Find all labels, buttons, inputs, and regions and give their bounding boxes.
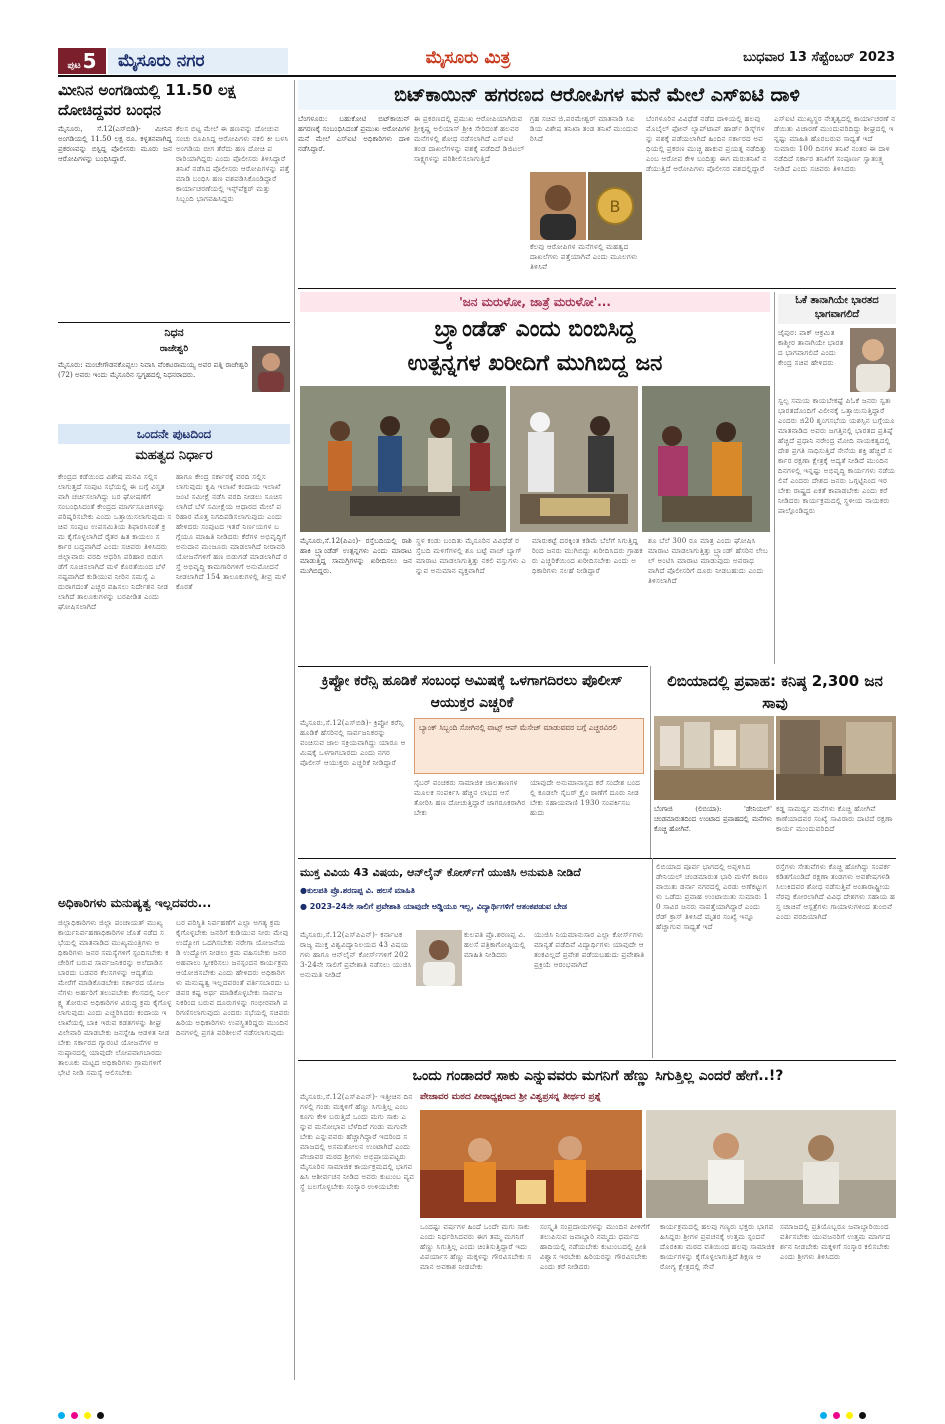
masthead-rule [58,75,896,77]
divider [298,1060,896,1061]
decision-body-col2: ಹಾಗೂ ಕೇಂದ್ರ ಸರ್ಕಾರಕ್ಕೆ ವರದಿ ಸಲ್ಲಿಸಲಾಗುವುದು ಕೃಷಿ ಇಲಾಖೆ ಕಂದಾಯ ಇಲಾಖೆ ಜಂಟಿ ಸಮೀಕ್ಷೆ ನಡೆಸಿ ವರದಿ ನೀಡಲು ಸೂಚಿಸಲಾಗಿದೆ ಬೆಳೆ ಸಮೀಕ್ಷೆಯ ಆಧಾರದ ಮೇಲೆ ಪರಿಹಾರ ಮೊತ್ತ ನಿಗದಿಪಡಿಸಲಾಗುವುದು ಎಂದು ಹೇಳಿದರು ಸಂಪುಟದ ಇತರೆ ನಿರ್ಣಯಗಳ ಬಗ್ಗೆಯೂ ಮಾಹಿತಿ ನೀಡಿದರು ಕೆರೆಗಳ ಅಭಿವೃದ್ಧಿಗೆ ಅನುದಾನ ಮಂಜೂರು ಮಾಡಲಾಗಿದೆ ನೀರಾವರಿ ಯೋಜನೆಗಳಿಗೆ ಹಣ ಬಿಡುಗಡೆ ಮಾಡಲಾಗಿದೆ ರಸ್ತೆ ಅಭಿವೃದ್ಧಿ ಕಾಮಗಾರಿಗಳಿಗೆ ಅನುಮೋದನೆ ನೀಡಲಾಗಿದೆ 154 ತಾಲೂಕುಗಳಲ್ಲಿ ತೀವ್ರ ಮಳೆ ಕೊರತೆ [176,472,288,591]
page-number: 5 [82,49,97,73]
decision-body-col1: ಕೇಂದ್ರದ ಕಡೆಯಿಂದ ವಿಶೇಷ ಮನವಿ ಸಲ್ಲಿಸಲಾಗುತ್ತದೆ ಸಂಪುಟ ಸಭೆಯಲ್ಲಿ ಈ ಬಗ್ಗೆ ವಿಸ್ತೃತವಾಗಿ ಚರ್ಚಿಸಲಾಗಿದ್ದು ಬರ ಘೋಷಣೆಗೆ ಸಂಬಂಧಿಸಿದಂತೆ ಕೇಂದ್ರದ ಮಾರ್ಗಸೂಚಿಗಳನ್ನು ಪರಿಷ್ಕರಿಸಬೇಕು ಎಂದು ಒತ್ತಾಯಿಸಲಾಗುವುದು ಸಚಿವ ಸಂಪುಟ ಉಪಸಮಿತಿಯ ಶಿಫಾರಸಿನಂತೆ ಕ್ರಮ ಕೈಗೊಳ್ಳಲಾಗಿದೆ ರೈತರ ಹಿತ ಕಾಯಲು ಸರ್ಕಾರ ಬದ್ಧವಾಗಿದೆ ಎಂದು ಸಚಿವರು ತಿಳಿಸಿದರು ಜಿಲ್ಲಾವಾರು ವರದಿ ಆಧರಿಸಿ ಪರಿಹಾರ ಬಿಡುಗಡೆಗೆ ಸೂಚಿಸಲಾಗಿದೆ ಮಳೆ ಕೊರತೆಯಿಂದ ಬೆಳೆ ನಷ್ಟವಾಗಿದೆ ಕುಡಿಯುವ ನೀರಿನ ಸಮಸ್ಯೆ ಎದುರಾಗದಂತೆ ಎಚ್ಚರ ವಹಿಸಲು ನಿರ್ದೇಶನ ನೀಡಲಾಗಿದೆ ತಾಲೂಕುಗಳನ್ನು ಬರಪೀಡಿತ ಎಂದು ಘೋಷಿಸಲಾಗಿದೆ [58,472,172,611]
branded-kicker: 'ಜನ ಮರುಳೋ, ಜಾತ್ರೆ ಮರುಳೋ'... [300,292,770,312]
crypto-body-col3: ಯಾವುದೇ ಅನುಮಾನಾಸ್ಪದ ಕರೆ ಸಂದೇಶ ಬಂದಲ್ಲಿ ಕೂಡಲೇ ಸೈಬರ್ ಕ್ರೈಂ ಠಾಣೆಗೆ ದೂರು ನೀಡಬೇಕು ಸಹಾಯವಾಣಿ 1930 ಸಂಪರ್ಕಿಸಬಹುದು [530,778,641,817]
divider [298,666,648,667]
crowd-photo-3 [642,386,770,532]
dateline: ಬುಧವಾರ 13 ಸೆಪ್ಟೆಂಬರ್ 2023 [743,50,895,65]
libya-flood-photo-1 [654,716,774,800]
swamiji-body-col2: ಒಂದಷ್ಟು ವರ್ಷಗಳ ಹಿಂದೆ ಒಂದೇ ಮಗು ಸಾಕು ಎಂದು ನಿರ್ಧರಿಸಿದವರು ಈಗ ತಮ್ಮ ಮಗನಿಗೆ ಹೆಣ್ಣು ಸಿಗುತ್ತಿಲ್ಲ ಎಂದು ಚಿಂತಿಸುತ್ತಿದ್ದಾರೆ ಇದು ವಿಪರ್ಯಾಸ ಹೆಣ್ಣು ಮಕ್ಕಳನ್ನು ಗೌರವಿಸಬೇಕು ಸಮಾನ ಅವಕಾಶ ನೀಡಬೇಕು [420,1222,532,1271]
branded-body: ಮೈಸೂರು,ಸೆ.12(ಪಿಎಂ)- ರಸ್ತೆಬದಿಯಲ್ಲಿ ರಾಶಿ ಹಾಕಿ ಬ್ರ್ಯಾಂಡೆಡ್ ಉತ್ಪನ್ನಗಳು ಎಂದು ಮಾರಾಟ ಮಾಡುತ್ತಿದ್ದ ಸಾಮಗ್ರಿಗಳನ್ನು ಖರೀದಿಸಲು ಜನ ಮುಗಿಬಿದ್ದರು. [300,536,412,575]
register-dot [820,1412,827,1419]
branded-headline-line1: ಬ್ರ್ಯಾಂಡೆಡ್ ಎಂದು ಬಿಂಬಿಸಿದ್ದ [434,317,636,342]
obituary-heading: ನಿಧನ [164,326,184,339]
column-rule [774,292,775,664]
obituary-portrait [252,346,290,392]
newspaper-brand: ಮೈಸೂರು ಮಿತ್ರ [425,48,511,68]
divider [58,322,290,323]
bitcoin-body: ಬೆಂಗಳೂರು: ಬಹುಕೋಟಿ ಬಿಟ್‌ಕಾಯಿನ್ ಹಗರಣಕ್ಕೆ ಸಂಬಂಧಿಸಿದಂತೆ ಪ್ರಮುಖ ಆರೋಪಿಗಳ ಮನೆ ಮೇಲೆ ಎಸ್‌ಐಟಿ ಅಧಿಕಾರಿಗಳು ದಾಳಿ ನಡೆಸಿದ್ದಾರೆ. [298,114,410,153]
register-dot [846,1412,853,1419]
swamiji-body-col5: ಸಮಾಜದಲ್ಲಿ ಪ್ರತಿಯೊಬ್ಬರೂ ಜವಾಬ್ದಾರಿಯಿಂದ ವರ್ತಿಸಬೇಕು ಯುವಜನರಿಗೆ ಉತ್ತಮ ಮಾರ್ಗದರ್ಶನ ನೀಡಬೇಕು ಮಕ್ಕಳಿಗೆ ಸಂಸ್ಕಾರ ಕಲಿಸಬೇಕು ಎಂದು ಶ್ರೀಗಳು ತಿಳಿಸಿದರು [780,1222,891,1261]
officers-body-col2: ಬರ ಪರಿಸ್ಥಿತಿ ನಿರ್ವಹಣೆಗೆ ಎಲ್ಲಾ ಅಗತ್ಯ ಕ್ರಮ ಕೈಗೊಳ್ಳಬೇಕು ಜನರಿಗೆ ಕುಡಿಯುವ ನೀರು ಮೇವು ಉದ್ಯೋಗ ಒದಗಿಸಬೇಕು ನರೇಗಾ ಯೋಜನೆಯಡಿ ಉದ್ಯೋಗ ನೀಡಲು ಕ್ರಮ ವಹಿಸಬೇಕು ಜನರ ಅಹವಾಲು ಸ್ವೀಕರಿಸಲು ಜನಸ್ಪಂದನ ಕಾರ್ಯಕ್ರಮ ಆಯೋಜಿಸಬೇಕು ಎಂದು ಹೇಳಿದರು ಅಧಿಕಾರಿಗಳು ಮನುಷ್ಯತ್ವ ಇಲ್ಲದವರಂತೆ ವರ್ತಿಸಬಾರದು ಬಡವರ ಕಷ್ಟ ಅರ್ಥ ಮಾಡಿಕೊಳ್ಳಬೇಕು ಸಾರ್ವಜನಿಕರಿಂದ ಬರುವ ದೂರುಗಳನ್ನು ಗಂಭೀರವಾಗಿ ಪರಿಗಣಿಸಲಾಗುವುದು ಎಂದರು ಸಭೆಯಲ್ಲಿ ಸಚಿವರು ಹಿರಿಯ ಅಧಿಕಾರಿಗಳು ಉಪಸ್ಥಿತರಿದ್ದರು ಮುಂದಿನ ದಿನಗಳಲ್ಲಿ ಪ್ರಗತಿ ಪರಿಶೀಲನೆ ನಡೆಸಲಾಗುವುದು [176,918,290,1037]
register-dot [97,1412,104,1419]
divider [298,858,896,859]
register-marks-right [820,1404,940,1414]
column-rule [652,858,653,1058]
officers-body-col1: ಜಿಲ್ಲಾಧಿಕಾರಿಗಳು ಜಿಲ್ಲಾ ಪಂಚಾಯತ್ ಮುಖ್ಯ ಕಾರ್ಯನಿರ್ವಹಣಾಧಿಕಾರಿಗಳ ಜೊತೆ ನಡೆದ ಸಭೆಯಲ್ಲಿ ಮಾತನಾಡಿದ ಮುಖ್ಯಮಂತ್ರಿಗಳು ಅಧಿಕಾರಿಗಳು ಜನರ ಸಮಸ್ಯೆಗಳಿಗೆ ಸ್ಪಂದಿಸಬೇಕು ಕಚೇರಿಗೆ ಬರುವ ಸಾರ್ವಜನಿಕರನ್ನು ಅಲೆದಾಡಿಸಬಾರದು ಬಡವರ ಕೆಲಸಗಳನ್ನು ಆದ್ಯತೆಯ ಮೇರೆಗೆ ಮಾಡಿಕೊಡಬೇಕು ಸರ್ಕಾರದ ಯೋಜನೆಗಳು ಅರ್ಹರಿಗೆ ತಲುಪಬೇಕು ಕೆಲಸದಲ್ಲಿ ನಿರ್ಲಕ್ಷ್ಯ ತೋರುವ ಅಧಿಕಾರಿಗಳ ವಿರುದ್ಧ ಕ್ರಮ ಕೈಗೊಳ್ಳಲಾಗುವುದು ಎಂದು ಎಚ್ಚರಿಸಿದರು ಕಂದಾಯ ಇಲಾಖೆಯಲ್ಲಿ ಬಾಕಿ ಇರುವ ಕಡತಗಳನ್ನು ಶೀಘ್ರ ವಿಲೇವಾರಿ ಮಾಡಬೇಕು ಜನಸ್ನೇಹಿ ಆಡಳಿತ ನೀಡಬೇಕು ಸರ್ಕಾರದ ಗ್ಯಾರಂಟಿ ಯೋಜನೆಗಳ ಅನುಷ್ಠಾನದಲ್ಲಿ ಯಾವುದೇ ಲೋಪವಾಗಬಾರದು ತಾಲೂಕು ಮಟ್ಟದ ಅಧಿಕಾರಿಗಳು ಗ್ರಾಮಗಳಿಗೆ ಭೇಟಿ ನೀಡಿ ಸಮಸ್ಯೆ ಆಲಿಸಬೇಕು [58,918,172,1077]
ug-subhead-1: ●ಕುಲಪತಿ ಪ್ರೊ.ಶರಣಪ್ಪ ವಿ. ಹಲಸೆ ಮಾಹಿತಿ [300,886,415,895]
crypto-body-col2: ಸೈಬರ್ ವಂಚಕರು ಸಾಮಾಜಿಕ ಜಾಲತಾಣಗಳ ಮೂಲಕ ಸಂಪರ್ಕಿಸಿ ಹೆಚ್ಚಿನ ಲಾಭದ ಆಸೆ ತೋರಿಸಿ ಹಣ ದೋಚುತ್ತಿದ್ದಾರೆ ಜಾಗರೂಕರಾಗಿರಬೇಕು [414,778,526,817]
accused-photo [530,172,586,240]
register-dot [833,1412,840,1419]
first-page-band: ಒಂದನೇ ಪುಟದಿಂದ [58,424,290,444]
libya-headline: ಲಿಬಿಯಾದಲ್ಲಿ ಪ್ರವಾಹ: ಕನಿಷ್ಠ 2,300 ಜನ ಸಾವು [667,672,883,712]
ug-body-col3: ಯುಜಿಸಿ ನಿಯಮಾನುಸಾರ ಎಲ್ಲಾ ಕೋರ್ಸ್‌ಗಳು ಮಾನ್ಯತೆ ಪಡೆದಿವೆ ವಿದ್ಯಾರ್ಥಿಗಳು ಯಾವುದೇ ಆತಂಕವಿಲ್ಲದೆ ಪ್ರವೇಶ ಪಡೆಯಬಹುದು ಪ್ರವೇಶಾತಿ ಪ್ರಕ್ರಿಯೆ ಆರಂಭವಾಗಿದೆ [534,930,645,969]
ok-tanagiye-headline: ಓಕೆ ತಾನಾಗಿಯೇ ಭಾರತದ ಭಾಗವಾಗಲಿದೆ [778,294,896,324]
officers-headline: ಅಧಿಕಾರಿಗಳು ಮನುಷ್ಯತ್ವ ಇಲ್ಲದವರು... [58,896,212,910]
libya-body-top: ಕಡ್ಡ ಸಾಮರ್ಥ್ಯ ಮನೆಗಳು ಕೊಚ್ಚಿ ಹೋಗಿವೆ ಕಾಣೆಯಾದವರ ಸಂಖ್ಯೆ ಸಾವಿರಾರು ದಾಟಿದೆ ರಕ್ಷಣಾ ಕಾರ್ಯ ಮುಂದುವರಿದಿದೆ [776,804,893,833]
section-title: ಮೈಸೂರು ನಗರ [108,48,288,74]
branded-headline-line2: ಉತ್ಪನ್ನಗಳ ಖರೀದಿಗೆ ಮುಗಿಬಿದ್ದ ಜನ [407,351,663,376]
register-dot [58,1412,65,1419]
bitcoin-body-col3: ಗ್ರಹ ಸಚಿವ ಜಿ.ಪರಮೇಶ್ವರ್ ಮಾತನಾಡಿ ಸಿಐಡಿಯ ವಿಶೇಷ ತನಿಖಾ ತಂಡ ತನಿಖೆ ಮುಂದುವರಿಸಿದೆ [530,114,638,143]
liquor-shop-headline: ಮೀನಿನ ಅಂಗಡಿಯಲ್ಲಿ 11.50 ಲಕ್ಷ ದೋಚಿದ್ದವರ ಬಂಧನ [58,81,236,119]
swamiji-photo-2 [646,1110,896,1218]
ok-tanagiye-lede: ಜೈಪುರ: ಪಾಕ್ ಆಕ್ರಮಿತ ಕಾಶ್ಮೀರ ತಾನಾಗಿಯೇ ಭಾರತದ ಭಾಗವಾಗಲಿದೆ ಎಂದು ಕೇಂದ್ರ ಸಚಿವ ಹೇಳಿದರು [778,328,844,367]
branded-body-col3: ಮಾರುಕಟ್ಟೆ ದರಕ್ಕಿಂತ ಕಡಿಮೆ ಬೆಲೆಗೆ ಸಿಗುತ್ತಿದ್ದರಿಂದ ಜನರು ಮುಗಿಬಿದ್ದು ಖರೀದಿಸಿದರು ಗ್ರಾಹಕರು ಎಚ್ಚರಿಕೆಯಿಂದ ಖರೀದಿಸಬೇಕು ಎಂದು ಅಧಿಕಾರಿಗಳು ಸಲಹೆ ನೀಡಿದ್ದಾರೆ [532,536,643,575]
vc-portrait [416,930,462,986]
branded-body-col2: ಸ್ಥಳ ಕಂಡು ಬಂದಿತು ಮೈಸೂರಿನ ವಿವಿಧೆಡೆ ರಸ್ತೆಬದಿ ಮಳಿಗೆಗಳಲ್ಲಿ ಶೂ ಬಟ್ಟೆ ವಾಚ್ ಬ್ಯಾಗ್ ಮಾರಾಟ ಮಾಡಲಾಗುತ್ತಿತ್ತು ನಕಲಿ ವಸ್ತುಗಳು ಎನ್ನುವ ಅನುಮಾನ ವ್ಯಕ್ತವಾಗಿದೆ [416,536,527,575]
crowd-photo-2 [510,386,638,532]
page-number-badge [58,48,106,74]
register-dot [71,1412,78,1419]
crypto-warning-box [414,718,644,774]
swamiji-subheadline: ಪೇಜಾವರ ಮಠದ ಪೀಠಾಧ್ಯಕ್ಷರಾದ ಶ್ರೀ ವಿಶ್ವಪ್ರಸನ್ನ ತೀರ್ಥರ ಪ್ರಶ್ನೆ [420,1092,602,1102]
libya-flood-photo-2 [776,716,896,800]
ug-subhead-2: ● 2023-24ನೇ ಸಾಲಿಗೆ ಪ್ರವೇಶಾತಿ ಯಾವುದೇ ಅಡ್ಡಿಯೂ ಇಲ್ಲ, ವಿದ್ಯಾರ್ಥಿಗಳಿಗೆ ಆತಂಕಪಡುವ ಬೇಡ [300,902,567,911]
liquor-shop-body: ಮೈಸೂರು, ಸೆ.12(ಎಸ್‌ಬಿಡಿ)- ಮೀನಿನ ಅಂಗಡಿಯಲ್ಲಿ 11.50 ಲಕ್ಷ ರೂ. ಕಳ್ಳತನವಾಗಿದ್ದ ಪ್ರಕರಣವನ್ನು ಬಿಸ್ಟಿದ್ದ ಪೊಲೀಸರು ಮೂರು ಜನ ಆರೋಪಿಗಳನ್ನು ಬಂಧಿಸಿದ್ದಾರೆ. [58,124,172,163]
ok-tanagiye-body: ಸ್ವಲ್ಪ ಸಮಯ ಕಾಯಬೇಕಷ್ಟೆ ಪಿಓಕೆ ಜನರು ಸ್ವತಃ ಭಾರತದೊಂದಿಗೆ ವಿಲೀನಕ್ಕೆ ಒತ್ತಾಯಿಸುತ್ತಿದ್ದಾರೆ ಎಂದರು ಜಿ20 ಶೃಂಗಸಭೆಯ ಯಶಸ್ಸಿನ ಬಗ್ಗೆಯೂ ಮಾತನಾಡಿದ ಅವರು ಜಗತ್ತಿನಲ್ಲಿ ಭಾರತದ ಪ್ರತಿಷ್ಠೆ ಹೆಚ್ಚಿದೆ ಪ್ರಧಾನಿ ನರೇಂದ್ರ ಮೋದಿ ನಾಯಕತ್ವದಲ್ಲಿ ದೇಶ ಪ್ರಗತಿ ಸಾಧಿಸುತ್ತಿದೆ ಸೇನೆಯ ಶಕ್ತಿ ಹೆಚ್ಚಿದೆ ಸರ್ಕಾರ ರಕ್ಷಣಾ ಕ್ಷೇತ್ರಕ್ಕೆ ಆದ್ಯತೆ ನೀಡಿದೆ ಮುಂದಿನ ದಿನಗಳಲ್ಲಿ ಇನ್ನಷ್ಟು ಅಭಿವೃದ್ಧಿ ಕಾರ್ಯಗಳು ನಡೆಯಲಿವೆ ಎಂದರು ದೇಶದ ಜನರು ಒಗ್ಗಟ್ಟಿನಿಂದ ಇರಬೇಕು ರಾಷ್ಟ್ರದ ಏಕತೆ ಕಾಪಾಡಬೇಕು ಎಂದು ಕರೆ ನೀಡಿದರು ಕಾರ್ಯಕ್ರಮದಲ್ಲಿ ಸ್ಥಳೀಯ ನಾಯಕರು ಪಾಲ್ಗೊಂಡಿದ್ದರು [778,396,896,515]
libya-photo-caption: ಬೆಂಗಾಜಿ (ಲಿಬಿಯಾ): 'ಡೇನಿಯಲ್' ಚಂಡಮಾರುತದಿಂದ ಉಂಟಾದ ಪ್ರವಾಹದಲ್ಲಿ ಮನೆಗಳು ಕೊಚ್ಚಿ ಹೋಗಿವೆ. [654,805,772,833]
ug-headline: ಮುಕ್ತ ವಿವಿಯ 43 ವಿಷಯ, ಆನ್‌ಲೈನ್ ಕೋರ್ಸ್‌ಗೆ ಯುಜಿಸಿ ಅನುಮತಿ ನೀಡಿದೆ [300,866,581,879]
register-dot [84,1412,91,1419]
liquor-shop-body-cont: ಕೆಲಸ ಬಿಟ್ಟ ಮೇಲೆ ಈ ಹಣವನ್ನು ದೋಚುವ ಸಂಚು ರೂಪಿಸಿದ್ದ ಆರೋಪಿಗಳು ನಕಲಿ ಕೀ ಬಳಸಿ ಅಂಗಡಿಯ ಬೀಗ ತೆರೆದು ಹಣ ದೋಚಿ ಪರಾರಿಯಾಗಿದ್ದರು ಎಂದು ಪೊಲೀಸರು ತಿಳಿಸಿದ್ದಾರೆ ತನಿಖೆ ನಡೆಸಿದ ಪೊಲೀಸರು ಆರೋಪಿಗಳನ್ನು ಪತ್ತೆ ಮಾಡಿ ಬಂಧಿಸಿ ಹಣ ವಶಪಡಿಸಿಕೊಂಡಿದ್ದಾರೆ ಕಾರ್ಯಾಚರಣೆಯಲ್ಲಿ ಇನ್ಸ್‌ಪೆಕ್ಟರ್ ಮತ್ತು ಸಿಬ್ಬಂದಿ ಭಾಗವಹಿಸಿದ್ದರು [176,124,290,203]
libya-body-col1: ಲಿಬಿಯಾದ ಪೂರ್ವ ಭಾಗದಲ್ಲಿ ಅಪ್ಪಳಿಸಿದ ಡೇನಿಯಲ್ ಚಂಡಮಾರುತ ಭಾರಿ ಮಳೆಗೆ ಕಾರಣವಾಯಿತು ಡರ್ನಾ ನಗರದಲ್ಲಿ ಎರಡು ಅಣೆಕಟ್ಟುಗಳು ಒಡೆದು ಪ್ರವಾಹ ಉಂಟಾಯಿತು ಸುಮಾರು 10 ಸಾವಿರ ಜನರು ನಾಪತ್ತೆಯಾಗಿದ್ದಾರೆ ಎಂದು ರೆಡ್ ಕ್ರಾಸ್ ತಿಳಿಸಿದೆ ಮೃತರ ಸಂಖ್ಯೆ ಇನ್ನೂ ಹೆಚ್ಚಾಗುವ ಸಾಧ್ಯತೆ ಇದೆ [656,862,769,931]
bitcoin-body-col4: ಬೆಂಗಳೂರಿನ ವಿವಿಧೆಡೆ ನಡೆದ ದಾಳಿಯಲ್ಲಿ ಹಲವು ಮೊಬೈಲ್ ಫೋನ್ ಲ್ಯಾಪ್‌ಟಾಪ್ ಹಾರ್ಡ್ ಡಿಸ್ಕ್‌ಗಳನ್ನು ವಶಕ್ಕೆ ಪಡೆಯಲಾಗಿದೆ ಹಿಂದಿನ ಸರ್ಕಾರದ ಅವಧಿಯಲ್ಲಿ ಪ್ರಕರಣ ಮುಚ್ಚಿ ಹಾಕುವ ಪ್ರಯತ್ನ ನಡೆದಿತ್ತು ಎಂಬ ಆರೋಪ ಕೇಳಿ ಬಂದಿತ್ತು ಈಗ ಮರುತನಿಖೆ ನಡೆಯುತ್ತಿದೆ ಆರೋಪಿಗಳು ಪೊಲೀಸರ ವಶದಲ್ಲಿದ್ದಾರೆ [646,114,767,173]
swamiji-body-col3: ಸಂಸ್ಕೃತಿ ಸಂಪ್ರದಾಯಗಳನ್ನು ಮುಂದಿನ ಪೀಳಿಗೆಗೆ ತಲುಪಿಸುವ ಜವಾಬ್ದಾರಿ ನಮ್ಮದು ಧರ್ಮದ ಹಾದಿಯಲ್ಲಿ ನಡೆಯಬೇಕು ಕುಟುಂಬದಲ್ಲಿ ಪ್ರೀತಿ ವಿಶ್ವಾಸ ಇರಬೇಕು ಹಿರಿಯರನ್ನು ಗೌರವಿಸಬೇಕು ಎಂದು ಕರೆ ನೀಡಿದರು [540,1222,650,1271]
bitcoin-body-col2: ಈ ಪ್ರಕರಣದಲ್ಲಿ ಪ್ರಮುಖ ಆರೋಪಿಯಾಗಿರುವ ಶ್ರೀಕೃಷ್ಣ ಅಲಿಯಾಸ್ ಶ್ರೀಕಿ ಸೇರಿದಂತೆ ಹಲವರ ಮನೆಗಳಲ್ಲಿ ಶೋಧ ನಡೆಸಲಾಗಿದೆ ಎಸ್‌ಐಟಿ ತಂಡ ದಾಖಲೆಗಳನ್ನು ವಶಕ್ಕೆ ಪಡೆದಿದೆ ಡಿಜಿಟಲ್ ಸಾಕ್ಷ್ಯಗಳನ್ನು ಪರಿಶೀಲಿಸಲಾಗುತ್ತಿದೆ [414,114,525,163]
divider [298,288,896,289]
column-rule [650,666,651,858]
crypto-headline: ಕ್ರಿಪ್ಟೋ ಕರೆನ್ಸಿ ಹೂಡಿಕೆ ಸಂಬಂಧ ಅಮಿಷಕ್ಕೆ ಒಳಗಾಗದಿರಲು ಪೊಲೀಸ್ ಆಯುಕ್ತರ ಎಚ್ಚರಿಕೆ [321,673,623,711]
column-rule [294,80,295,1380]
bitcoin-body-col3b: ಕೆಲವು ಆರೋಪಿಗಳ ಮನೆಗಳಲ್ಲಿ ಮಹತ್ವದ ದಾಖಲೆಗಳು ಪತ್ತೆಯಾಗಿವೆ ಎಂದು ಮೂಲಗಳು ತಿಳಿಸಿವೆ [530,242,638,271]
ug-body-col1: ಮೈಸೂರು,ಸೆ.12(ಎಸ್‌ಪಿಎನ್)- ಕರ್ನಾಟಕ ರಾಜ್ಯ ಮುಕ್ತ ವಿಶ್ವವಿದ್ಯಾನಿಲಯದ 43 ವಿಷಯಗಳು ಹಾಗೂ ಆನ್‌ಲೈನ್ ಕೋರ್ಸ್‌ಗಳಿಗೆ 2023-24ನೇ ಸಾಲಿಗೆ ಪ್ರವೇಶಾತಿ ನಡೆಸಲು ಯುಜಿಸಿ ಅನುಮತಿ ನೀಡಿದೆ [300,930,412,979]
register-marks-left [58,1404,178,1414]
ug-body-col2: ಕುಲಪತಿ ಪ್ರೊ.ಶರಣಪ್ಪ ವಿ.ಹಲಸೆ ಪತ್ರಿಕಾಗೋಷ್ಠಿಯಲ್ಲಿ ಮಾಹಿತಿ ನೀಡಿದರು [464,930,526,959]
swamiji-headline: ಒಂದು ಗಂಡಾದರೆ ಸಾಕು ಎನ್ನುವವರು ಮಗನಿಗೆ ಹೆಣ್ಣು ಸಿಗುತ್ತಿಲ್ಲ ಎಂದರೆ ಹೇಗೆ..!? [412,1068,784,1084]
swamiji-body-col4: ಕಾರ್ಯಕ್ರಮದಲ್ಲಿ ಹಲವು ಗಣ್ಯರು ಭಕ್ತರು ಭಾಗವಹಿಸಿದ್ದರು ಶ್ರೀಗಳ ಪ್ರವಚನಕ್ಕೆ ಉತ್ತಮ ಸ್ಪಂದನೆ ದೊರಕಿತು ಮಠದ ವತಿಯಿಂದ ಹಲವು ಸಾಮಾಜಿಕ ಕಾರ್ಯಗಳನ್ನು ಕೈಗೊಳ್ಳಲಾಗುತ್ತಿದೆ ಶಿಕ್ಷಣ ಆರೋಗ್ಯ ಕ್ಷೇತ್ರದಲ್ಲಿ ಸೇವೆ [660,1222,775,1271]
register-dot [859,1412,866,1419]
obituary-body: ಮೈಸೂರು: ಮಂಚೇಗೌಡನಕೊಪ್ಪಲು ನಿವಾಸಿ ವೆಂಕಟರಾಮಯ್ಯ ಅವರ ಪತ್ನಿ ರಾಜೇಶ್ವರಿ (72) ಅವರು ಇಂದು ಮೈಸೂರಿನ ಸ್ವಗೃಹದಲ್ಲಿ ನಿಧನರಾದರು. [58,360,248,379]
svg-text:B: B [609,197,621,216]
bitcoin-headline: ಬಿಟ್‌ಕಾಯಿನ್ ಹಗರಣದ ಆರೋಪಿಗಳ ಮನೆ ಮೇಲೆ ಎಸ್‌ಐಟಿ ದಾಳಿ [298,80,896,110]
crypto-warning-text: ಬ್ಯಾಂಕ್ ಸಿಬ್ಬಂದಿ ಸೋಗಿನಲ್ಲಿ ವಾಟ್ಸ್ ಆಪ್ ಮೆಸೇಜ್ ಮಾಡುವವರ ಬಗ್ಗೆ ಎಚ್ಚರವಿರಲಿ [419,723,617,732]
crowd-photo-1 [300,386,506,532]
bitcoin-coin-photo [588,172,642,240]
swamiji-photo-1 [420,1110,642,1218]
branded-body-col4: ಶೂ ಬೆಲೆ 300 ರೂ ಮಾತ್ರ ಎಂದು ಘೋಷಿಸಿ ಮಾರಾಟ ಮಾಡಲಾಗುತ್ತಿತ್ತು ಬ್ರ್ಯಾಂಡ್ ಹೆಸರಿನ ಲೇಬಲ್ ಅಂಟಿಸಿ ಮಾರಾಟ ಮಾಡುವುದು ಅಪರಾಧವಾಗಿದೆ ಪೊಲೀಸರಿಗೆ ದೂರು ನೀಡಬಹುದು ಎಂದು ತಿಳಿಸಲಾಗಿದೆ [648,536,769,585]
decision-headline: ಮಹತ್ವದ ನಿರ್ಧಾರ [135,448,213,463]
minister-portrait [850,328,896,392]
crypto-body-col1: ಮೈಸೂರು,ಸೆ.12(ಎಸ್‌ಬಿಡಿ)- ಕ್ರಿಪ್ಟೋ ಕರೆನ್ಸಿ ಹೂಡಿಕೆ ಹೆಸರಿನಲ್ಲಿ ಸಾರ್ವಜನಿಕರನ್ನು ವಂಚಿಸುವ ಜಾಲ ಸಕ್ರಿಯವಾಗಿದ್ದು ಯಾರೂ ಆಮಿಷಕ್ಕೆ ಒಳಗಾಗಬಾರದು ಎಂದು ನಗರ ಪೊಲೀಸ್ ಆಯುಕ್ತರು ಎಚ್ಚರಿಕೆ ನೀಡಿದ್ದಾರೆ [300,718,406,767]
bitcoin-body-col5: ಎಸ್‌ಐಟಿ ಮುಖ್ಯಸ್ಥರ ನೇತೃತ್ವದಲ್ಲಿ ಕಾರ್ಯಾಚರಣೆ ನಡೆಯಿತು ವಿಚಾರಣೆ ಮುಂದುವರಿದಿದ್ದು ಶೀಘ್ರದಲ್ಲಿ ಇನ್ನಷ್ಟು ಮಾಹಿತಿ ಹೊರಬರುವ ಸಾಧ್ಯತೆ ಇದೆ ಸುಮಾರು 100 ದಿನಗಳ ತನಿಖೆ ನಂತರ ಈ ದಾಳಿ ನಡೆದಿದೆ ಸರ್ಕಾರ ತನಿಖೆಗೆ ಸಂಪೂರ್ಣ ಸ್ವಾತಂತ್ರ್ಯ ನೀಡಿದೆ ಎಂದು ಸಚಿವರು ತಿಳಿಸಿದರು [774,114,896,173]
swamiji-body-col1: ಮೈಸೂರು,ಸೆ.12(ಎಸ್‌ಪಿಎನ್)- ಇತ್ತೀಚಿನ ದಿನಗಳಲ್ಲಿ ಗಂಡು ಮಕ್ಕಳಿಗೆ ಹೆಣ್ಣು ಸಿಗುತ್ತಿಲ್ಲ ಎಂಬ ಕೂಗು ಕೇಳಿ ಬರುತ್ತಿದೆ ಒಂದು ಮಗು ಸಾಕು ಎನ್ನುವ ಮನೋಭಾವ ಬೆಳೆದಿದೆ ಗಂಡು ಮಗುವೇ ಬೇಕು ಎನ್ನುವವರು ಹೆಚ್ಚಾಗಿದ್ದಾರೆ ಇದರಿಂದ ಸಮಾಜದಲ್ಲಿ ಅಸಮತೋಲನ ಉಂಟಾಗಿದೆ ಎಂದು ಪೇಜಾವರ ಮಠದ ಶ್ರೀಗಳು ಅಭಿಪ್ರಾಯಪಟ್ಟರು ಮೈಸೂರಿನ ಸಾಮಾಜಿಕ ಕಾರ್ಯಕ್ರಮದಲ್ಲಿ ಭಾಗವಹಿಸಿ ಆಶೀರ್ವಚನ ನೀಡಿದ ಅವರು ಕುಟುಂಬ ವ್ಯವಸ್ಥೆ ಬಲಗೊಳ್ಳಬೇಕು ಸಂಸ್ಕಾರ ಉಳಿಯಬೇಕು [300,1092,415,1191]
page-label: ಪುಟ [67,61,81,71]
obituary-name: ರಾಜೇಶ್ವರಿ [159,344,189,354]
libya-body-col2: ರಸ್ತೆಗಳು ಸೇತುವೆಗಳು ಕೊಚ್ಚಿ ಹೋಗಿದ್ದು ಸಂಪರ್ಕ ಕಡಿತಗೊಂಡಿದೆ ರಕ್ಷಣಾ ತಂಡಗಳು ಅವಶೇಷಗಳಡಿ ಸಿಲುಕಿದವರ ಶೋಧ ನಡೆಸುತ್ತಿವೆ ಅಂತಾರಾಷ್ಟ್ರೀಯ ನೆರವು ಕೋರಲಾಗಿದೆ ವಿವಿಧ ದೇಶಗಳು ಸಹಾಯ ಹಸ್ತ ಚಾಚಿವೆ ಆಸ್ಪತ್ರೆಗಳು ಗಾಯಾಳುಗಳಿಂದ ತುಂಬಿವೆ ಎಂದು ವರದಿಯಾಗಿದೆ [776,862,896,921]
